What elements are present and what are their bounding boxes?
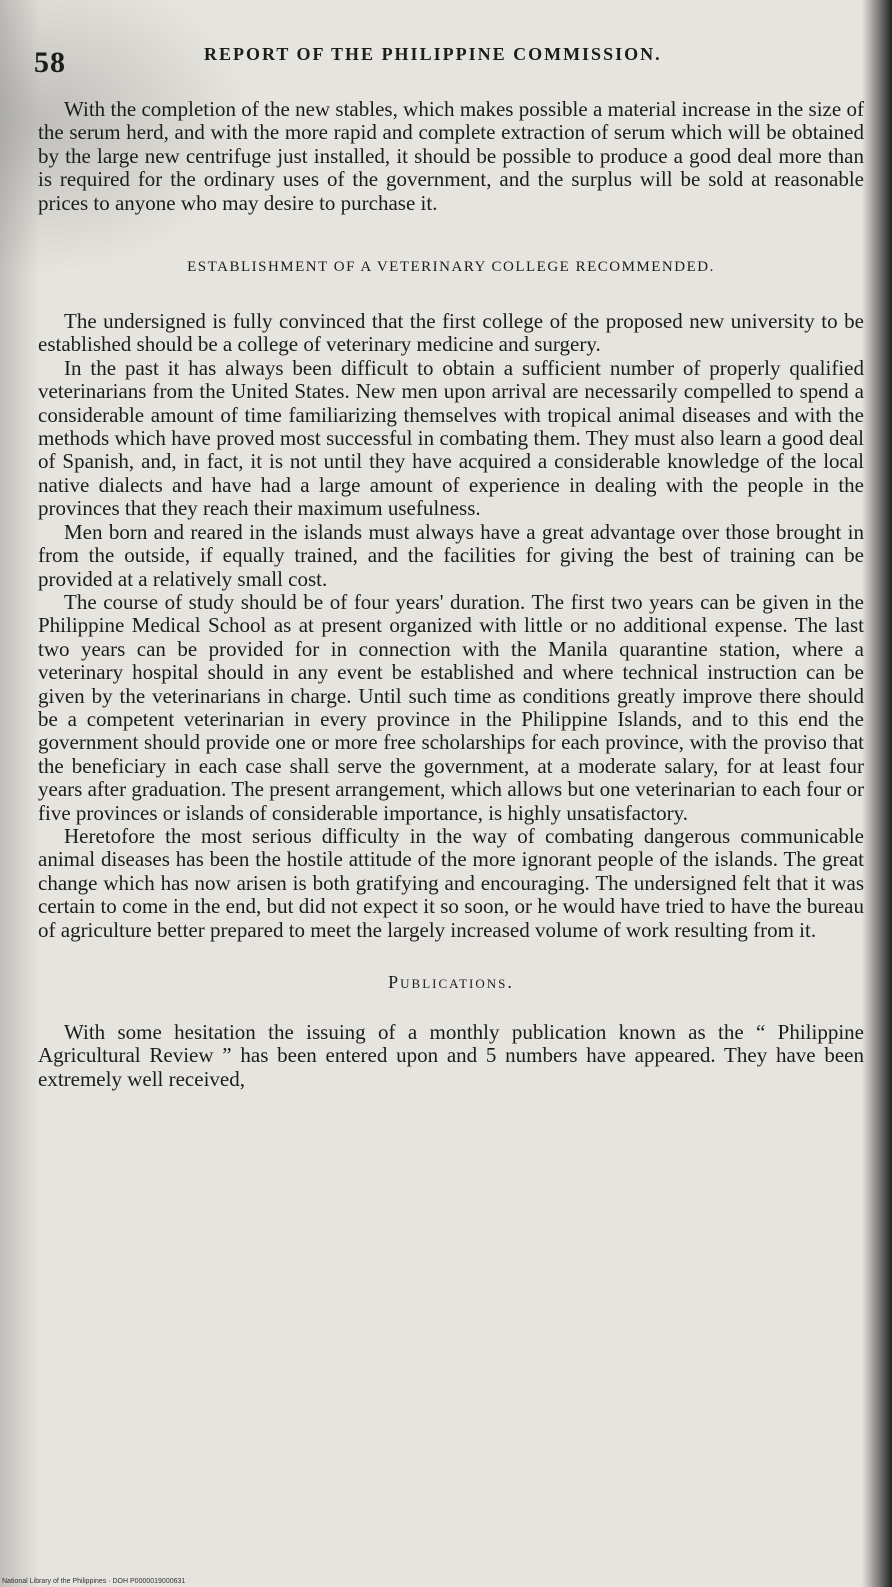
- paragraph-vet-5: Heretofore the most serious difficulty in the way of combating dangerous communicable animal diseases has been the hostile attitude of the more ignorant people of the islands. The great change which has now arisen is both gratifying and encouraging. The undersigned felt that it was certain to come in the end, but did not expect it so soon, or he would have tried to have the bureau of agriculture better prepared to meet the largely increased volume of work resulting from it.: [38, 823, 864, 942]
- paragraph-vet-2: In the past it has always been difficult to obtain a sufficient number of properly qualified veterinarians from the United States. New men upon arrival are necessarily compelled to spend a considerable amount of time familiarizing themselves with tropical animal diseases and with the methods which have proved most successful in combating them. They must also learn a good deal of Spanish, and, in fact, it is not until they have acquired a considerable knowledge of the local native dialects and have had a large amount of experience in dealing with the people in the provinces that they reach their maximum usefulness.: [38, 355, 864, 521]
- section-heading-publications: Publications.: [388, 972, 514, 992]
- paragraph-vet-4: The course of study should be of four years' duration. The first two years can be given in the Philippine Medical School as at present organized with little or no additional expense. The last two years can be provided for in connection with the Manila quarantine station, where a veterinary hospital should in any event be established and where technical instruction can be given by the veterinarians in charge. Until such time as conditions greatly improve there should be a competent veterinarian in every province in the Philippine Islands, and to this end the government should provide one or more free scholarships for each province, with the proviso that the beneficiary in each case shall serve the government, at a moderate salary, for at least four years after graduation. The present arrangement, which allows but one veterinarian to each four or five provinces or islands of considerable importance, is highly unsatisfactory.: [38, 589, 864, 825]
- section-heading-veterinary-college: ESTABLISHMENT OF A VETERINARY COLLEGE RECOMMENDED.: [187, 259, 715, 276]
- page-number: 58: [34, 46, 66, 79]
- running-head: REPORT OF THE PHILIPPINE COMMISSION.: [204, 44, 662, 64]
- paragraph-serum-surplus: With the completion of the new stables, which makes possible a material increase in the size of the serum herd, and with the more rapid and complete extraction of serum which will be obtained by the large new centrifuge just installed, it should be possible to produce a good deal more than is required for the ordinary uses of the government, and the surplus will be sold at reasonable prices to anyone who may desire to purchase it.: [38, 97, 864, 215]
- paragraph-vet-1: The undersigned is fully convinced that the first college of the proposed new university to be established should be a college of veterinary medicine and surgery.: [38, 309, 864, 357]
- page-header: [34, 38, 864, 88]
- paragraph-vet-3: Men born and reared in the islands must always have a great advantage over those brought in from the outside, if equally trained, and the facilities for giving the best of training can be provided at a relatively small cost.: [38, 519, 864, 591]
- body-text: [38, 88, 864, 1091]
- paragraph-pub-1: With some hesitation the issuing of a monthly publication known as the “ Philippine Agricultural Review ” has been entered upon and 5 numbers have appeared. They have been extremely well received,: [38, 1020, 864, 1091]
- scan-credit: National Library of the Philippines · DOH P0000019000631: [2, 1578, 186, 1585]
